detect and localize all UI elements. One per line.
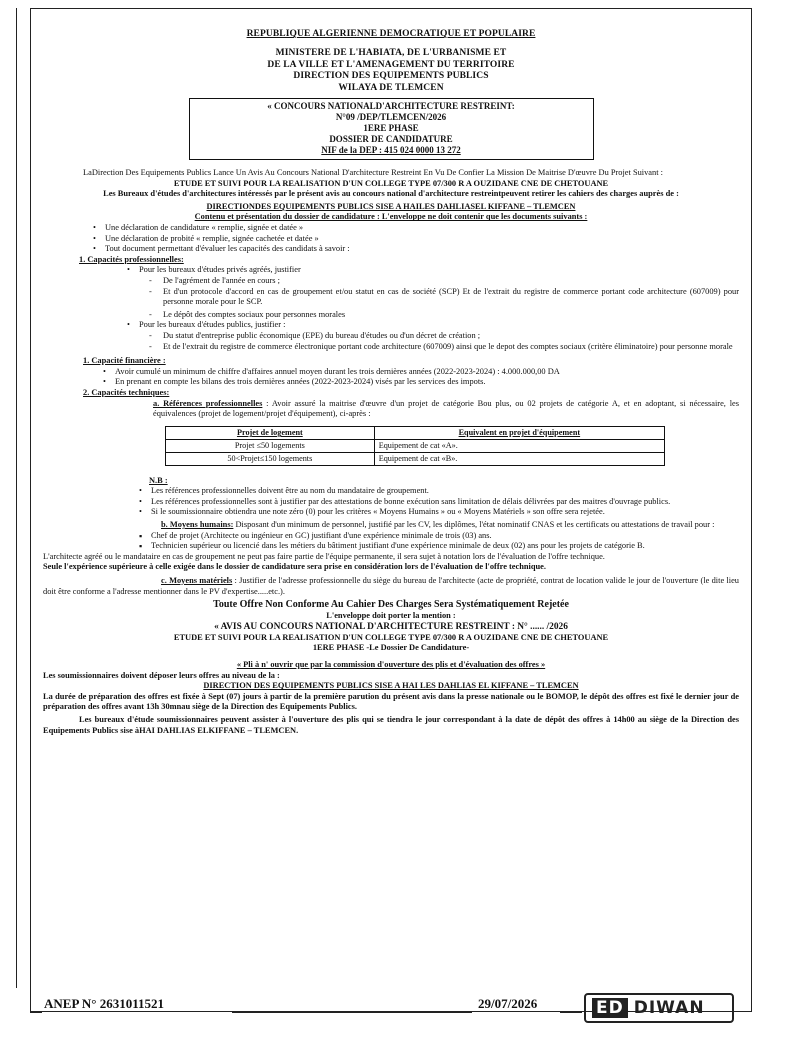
list-item: • Les références professionnelles doivent être au nom du mandataire de groupement. [151,486,739,497]
list-item: ▪ Technicien supérieur ou licencié dans les métiers du bâtiment justifiant d'une expérience minimale de deux (02) ans pour les projets de catégorie B. [151,541,739,552]
cap-pro-title: 1. Capacités professionnelles: [79,254,184,264]
box-line-1: « CONCOURS NATIONALD'ARCHITECTURE RESTREINT: [267,101,515,112]
list-item: - Du statut d'entreprise public économique (EPE) du bureau d'études ou d'un décret de création ; [163,331,739,342]
references-label: a. Références professionnelles [153,398,263,408]
table-row [166,452,665,465]
duration-paragraph: La durée de préparation des offres est fixée à Sept (07) jours à partir de la première parution du présent avis dans la presse nationale ou le BOMOP, le dépôt des offres est fixé le dernier jour de préparation des offres avant 13h 30mnau siège de la Direction des Equipements Publics. [43,691,739,712]
envelope-line-2: ETUDE ET SUIVI POUR LA REALISATION D'UN COLLEGE TYPE 07/300 R A OUZIDANE CNE DE CHETOUANE [173,632,609,642]
list-item: ▪ Chef de projet (Architecte ou ingénieur en GC) justifiant d'une expérience minimale de trois (03) ans. [151,531,739,542]
retrieve-paragraph: Les Bureaux d'études d'architectures intéressés par le présent avis au concours national d'architecture restreintpeuvent retirer les cahiers des charges auprès de : [103,189,679,199]
moyens-humains-label: b. Moyens humains: [161,520,234,530]
list-item: • Pour les bureaux d'études publics, justifier : [139,320,739,331]
contest-box [189,98,594,160]
logo-part-b: DIWAN [633,998,705,1018]
rejection-notice: Toute Offre Non Conforme Au Cahier Des Charges Sera Systématiquement Rejetée [213,599,569,611]
moyens-materiels-text: : Justifier de l'adresse professionnelle du siège du bureau de l'architecte (acte de propriété, contrat de location valide le jour de l'ouverture (le dite lieu doit être conforme a l'adresse mentionner dans le PV d'expertise.....etc.). [43,576,739,596]
anep-number: ANEP N° 2631011521 [44,996,165,1011]
table-cell: Equipement de cat «B». [374,452,664,465]
table-header: Projet de logement [166,426,375,439]
footer-rule-left [30,1011,42,1013]
architect-note: L'architecte agréé ou le mandataire en cas de groupement ne peut pas faire partie de l'équipe permanente, il sera sujet à notation lors de l'évaluation de l'offre technique. [43,551,605,561]
equivalence-table [165,426,665,466]
opening-notice: « Pli à n' ouvrir que par la commission d'ouverture des plis et d'évaluation des offres » [236,660,546,669]
table-header: Equivalent en projet d'équipement [374,426,664,439]
left-column-border [0,8,17,988]
table-header-row [166,426,665,439]
nb-title: N.B : [149,475,168,485]
opening-paragraph: Les bureaux d'étude soumissionnaires peuvent assister à l'ouverture des plis qui se tiendra le jour correspondant à la date de dépôt des offres à 14h00 au siège de la Direction des Equipements Publics sise àHAI DAHLIAS ELKIFFANE – TLEMCEN. [43,714,739,735]
notice-content [43,13,739,736]
cap-tech-title: 2. Capacités techniques: [83,387,170,397]
list-item: - Et de l'extrait du registre de commerce électronique portant code architecture (607009) ainsi que le depot des comptes sociaux (critère éliminatoire) pour personne morale [163,342,739,353]
cap-fin-title: 1. Capacité financière : [83,356,166,366]
cap-fin-list [115,367,739,388]
ministry-line-1: MINISTERE DE L'HABIATA, DE L'URBANISME ET [275,48,507,59]
notice-frame [30,8,752,1012]
list-item: • Une déclaration de probité « remplie, signée cachetée et datée » [105,234,739,245]
list-item: - De l'agrément de l'année en cours ; [163,276,739,287]
list-item: • En prenant en compte les bilans des trois dernières années (2022-2023-2024) visés par les services des impots. [115,377,739,388]
submission-address: DIRECTION DES EQUIPEMENTS PUBLICS SISE A HAI LES DAHLIAS EL KIFFANE – TLEMCEN [203,681,579,691]
envelope-line-3: 1ERE PHASE -Le Dossier De Candidature- [312,643,470,653]
logo-part-a: ED [592,998,628,1018]
box-nif: NIF de la DEP : 415 024 0000 13 272 [321,145,461,156]
direction-line: DIRECTION DES EQUIPEMENTS PUBLICS [293,71,489,82]
list-item: • Tout document permettant d'évaluer les capacités des candidats à savoir : [105,244,739,255]
moyens-humains-text: Disposant d'un minimum de personnel, justifié par les CV, les diplômes, l'état nominatif CNAS et les certificats ou attestations de travail pour : [233,520,715,530]
ed-diwan-logo [584,993,734,1023]
moyens-humains-paragraph [43,520,739,531]
prive-sublist [163,276,739,320]
experience-note: Seule l'expérience supérieure à celle exigée dans le dossier de candidature sera prise en considération lors de l'évaluation de l'offre technique. [43,562,546,572]
list-item: • Avoir cumulé un minimum de chiffre d'affaires annuel moyen durant les trois dernières années (2022-2023-2024) : 4.000.000,00 DA [115,367,739,378]
references-text: : Avoir assuré la maitrise d'œuvre d'un projet de catégorie Bou plus, ou 02 projets de catégorie A, et en adoptant, si nécessaire, les équivalences (projet de logement/projet d'équipement), ci-après : [153,398,739,419]
project-title: ETUDE ET SUIVI POUR LA REALISATION D'UN COLLEGE TYPE 07/300 R A OUZIDANE CNE DE CHETOUANE [173,178,609,188]
moyens-materiels-label: c. Moyens matériels [161,576,233,586]
publication-date: 29/07/2026 [478,996,538,1011]
wilaya-line: WILAYA DE TLEMCEN [338,82,444,93]
references-paragraph [153,399,739,420]
envelope-line-1: « AVIS AU CONCOURS NATIONAL D'ARCHITECTURE RESTREINT : N° ...... /2026 [214,621,568,632]
public-sublist [163,331,739,352]
envelope-mention: L'enveloppe doit porter la mention : [326,611,456,621]
box-line-3: 1ERE PHASE [363,123,419,134]
ministry-line-2: DE LA VILLE ET L'AMENAGEMENT DU TERRITOIRE [267,59,515,70]
footer-rule-right [560,1011,582,1013]
box-line-2: N°09 /DEP/TLEMCEN/2026 [335,112,447,123]
moyens-materiels-paragraph [43,576,739,597]
list-item: - Le dépôt des comptes sociaux pour personnes morales [163,310,739,321]
cap-pro-list [139,265,739,276]
contents-heading: Contenu et présentation du dossier de candidature : L'enveloppe ne doit contenir que les documents suivants : [194,212,588,222]
box-line-4: DOSSIER DE CANDIDATURE [329,134,453,145]
republic-heading: REPUBLIQUE ALGERIENNE DEMOCRATIQUE ET POPULAIRE [246,29,536,39]
intro-paragraph: LaDirection Des Equipements Publics Lance Un Avis Au Concours National D'architecture Restreint En Vu De Confier La Mission De Maitrise D'œuvre Du Projet Suivant : [83,168,663,178]
cap-public-list [139,320,739,331]
list-item: - Et d'un protocole d'accord en cas de groupement et/ou statut en cas de société (SCP) Et de l'extrait du registre de commerce portant code architecture (607009) pour personne morale pour le SCP. [163,287,739,308]
table-cell: Projet ≤50 logements [166,439,375,452]
list-item: • Si le soumissionnaire obtiendra une note zéro (0) pour les critères « Moyens Humains » ou « Moyens Matériels » son offre sera rejetée. [151,507,739,518]
footer-rule-middle [232,1011,472,1013]
table-cell: Equipement de cat «A». [374,439,664,452]
documents-list [105,223,739,255]
moyens-humains-list [151,531,739,552]
table-cell: 50<Projet≤150 logements [166,452,375,465]
list-item: • Les références professionnelles sont à justifier par des attestations de bonne exécution sans limitation de délais délivrées par des maitres d'ouvrage publics. [151,497,739,508]
list-item: • Pour les bureaux d'études privés agréés, justifier [139,265,739,276]
nb-list [151,486,739,518]
list-item: • Une déclaration de candidature « remplie, signée et datée » [105,223,739,234]
direction-address: DIRECTIONDES EQUIPEMENTS PUBLICS SISE A HAILES DAHLIASEL KIFFANE – TLEMCEN [206,201,576,211]
submission-heading: Les soumissionnaires doivent déposer leurs offres au niveau de la : [43,670,280,680]
table-row [166,439,665,452]
